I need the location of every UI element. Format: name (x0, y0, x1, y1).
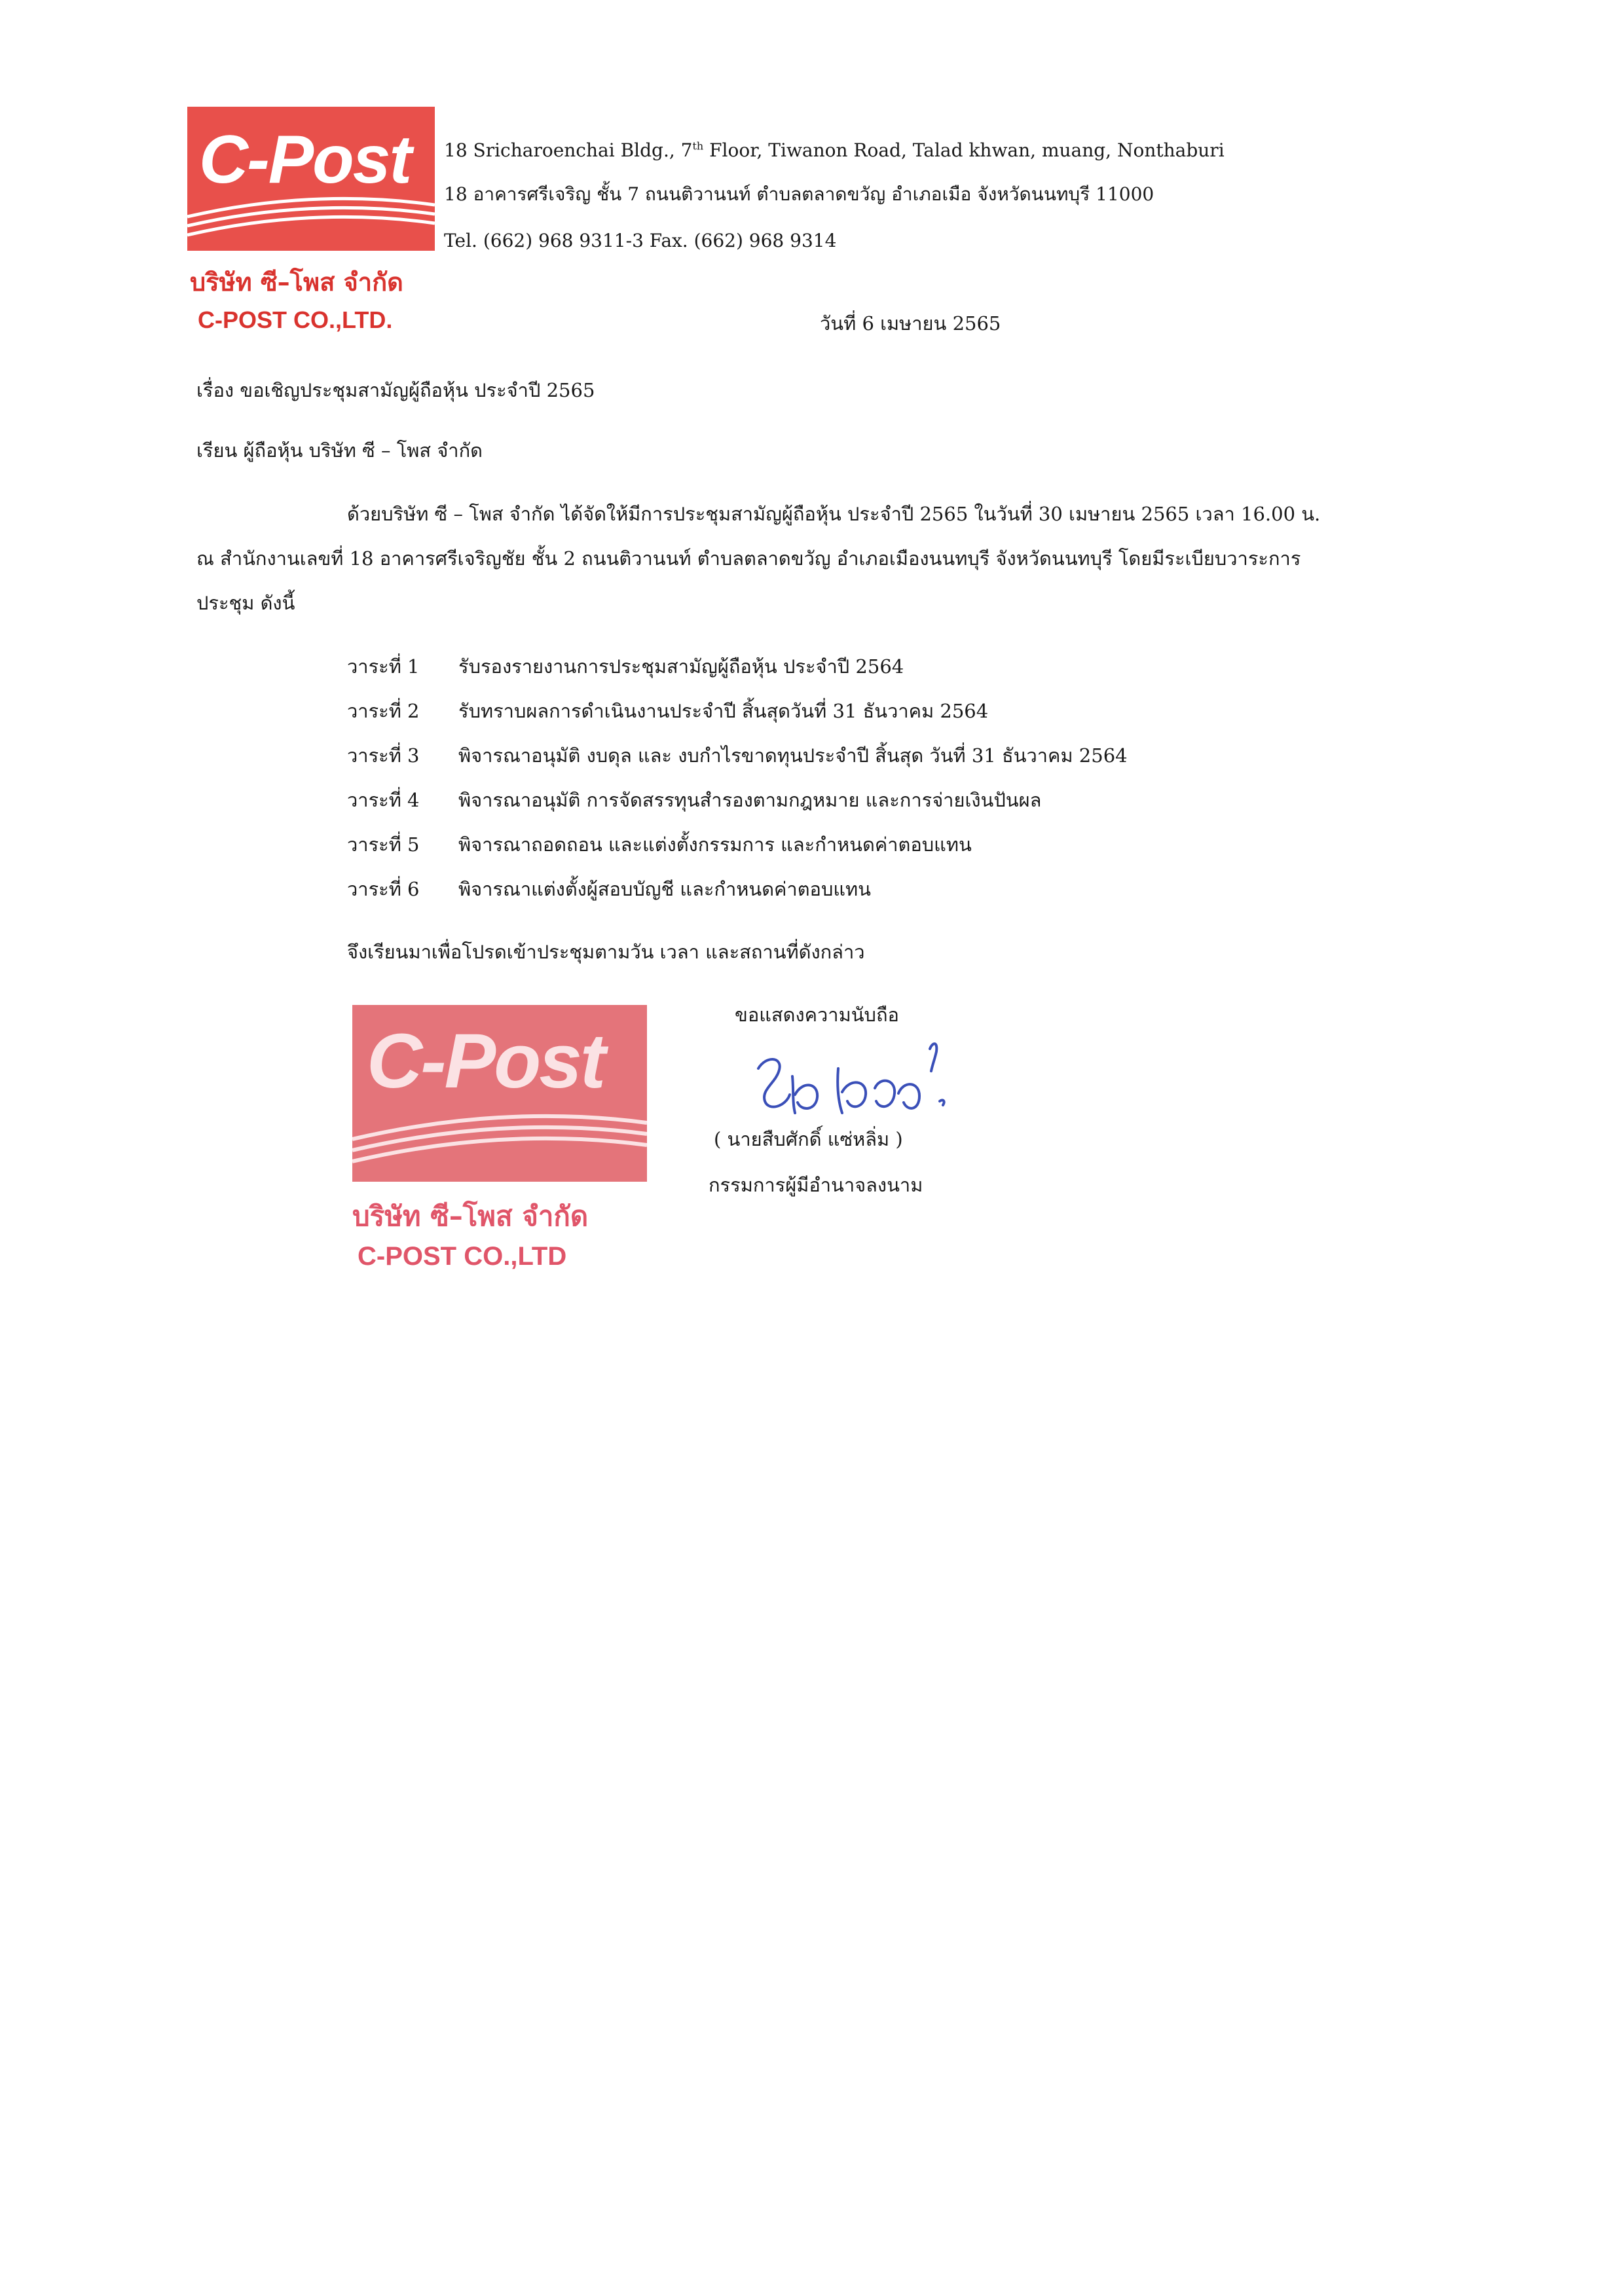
letter-date: วันที่ 6 เมษายน 2565 (820, 312, 1001, 335)
contact-info: Tel. (662) 968 9311-3 Fax. (662) 968 9314 (444, 230, 837, 251)
agenda-text: พิจารณาถอดถอน และแต่งตั้งกรรมการ และกำหนดค่าตอบแทน (458, 833, 972, 856)
handwritten-signature (747, 1029, 995, 1121)
address-thai: 18 อาคารศรีเจริญ ชั้น 7 ถนนติวานนท์ ตำบลตลาดขวัญ อำเภอเมือ จังหวัดนนทบุรี 11000 (444, 183, 1154, 205)
address-english-part1: 18 Sricharoenchai Bldg., 7 (444, 139, 693, 161)
company-name-english: C-POST CO.,LTD. (198, 306, 393, 333)
agenda-text: พิจารณาแต่งตั้งผู้สอบบัญชี และกำหนดค่าตอบแทน (458, 878, 871, 900)
agenda-number: วาระที่ 3 (347, 744, 420, 767)
company-logo (187, 107, 435, 251)
regards: ขอแสดงความนับถือ (735, 1004, 899, 1026)
signer-name: ( นายสืบศักดิ์ แซ่หลิ่ม ) (714, 1128, 903, 1150)
closing-sentence: จึงเรียนมาเพื่อโปรดเข้าประชุมตามวัน เวลา และสถานที่ดังกล่าว (347, 941, 865, 963)
logo-text: C-Post (199, 122, 411, 198)
agenda-number: วาระที่ 6 (347, 878, 420, 900)
stamp-wave-lines (352, 1005, 647, 1182)
stamp-company-thai: บริษัท ซี–โพส จำกัด (352, 1200, 589, 1232)
agenda-text: พิจารณาอนุมัติ งบดุล และ งบกำไรขาดทุนประจำปี สิ้นสุด วันที่ 31 ธันวาคม 2564 (458, 744, 1128, 767)
letter-salutation: เรียน ผู้ถือหุ้น บริษัท ซี – โพส จำกัด (196, 439, 483, 462)
body-line-1: ด้วยบริษัท ซี – โพส จำกัด ได้จัดให้มีการประชุมสามัญผู้ถือหุ้น ประจำปี 2565 ในวันที่ 30 เมษายน 2565 เวลา 16.00 น. (347, 503, 1321, 525)
agenda-text: พิจารณาอนุมัติ การจัดสรรทุนสำรองตามกฎหมาย และการจ่ายเงินปันผล (458, 789, 1042, 811)
body-line-2: ณ สำนักงานเลขที่ 18 อาคารศรีเจริญชัย ชั้น 2 ถนนติวานนท์ ตำบลตลาดขวัญ อำเภอเมืองนนทบุรี จังหวัดนนทบุรี โดยมีระเบียบวาระการ (196, 547, 1301, 570)
company-stamp (352, 1005, 647, 1182)
logo-wave-lines (187, 107, 435, 251)
signer-title: กรรมการผู้มีอำนาจลงนาม (709, 1174, 923, 1196)
letter-subject: เรื่อง ขอเชิญประชุมสามัญผู้ถือหุ้น ประจำปี 2565 (196, 379, 595, 401)
body-line-3: ประชุม ดังนี้ (196, 592, 295, 614)
stamp-logo-text: C-Post (367, 1018, 604, 1104)
stamp-company-english: C-POST CO.,LTD (358, 1242, 567, 1271)
agenda-number: วาระที่ 2 (347, 700, 420, 722)
agenda-text: รับรองรายงานการประชุมสามัญผู้ถือหุ้น ประจำปี 2564 (458, 655, 904, 678)
address-english-part2: Floor, Tiwanon Road, Talad khwan, muang, Nonthaburi (703, 139, 1225, 161)
address-english-superscript: th (692, 139, 704, 153)
agenda-number: วาระที่ 1 (347, 655, 420, 678)
agenda-number: วาระที่ 4 (347, 789, 420, 811)
company-name-thai: บริษัท ซี–โพส จำกัด (190, 268, 403, 297)
agenda-number: วาระที่ 5 (347, 833, 420, 856)
agenda-text: รับทราบผลการดำเนินงานประจำปี สิ้นสุดวันที่ 31 ธันวาคม 2564 (458, 700, 989, 722)
address-english (444, 139, 1225, 162)
